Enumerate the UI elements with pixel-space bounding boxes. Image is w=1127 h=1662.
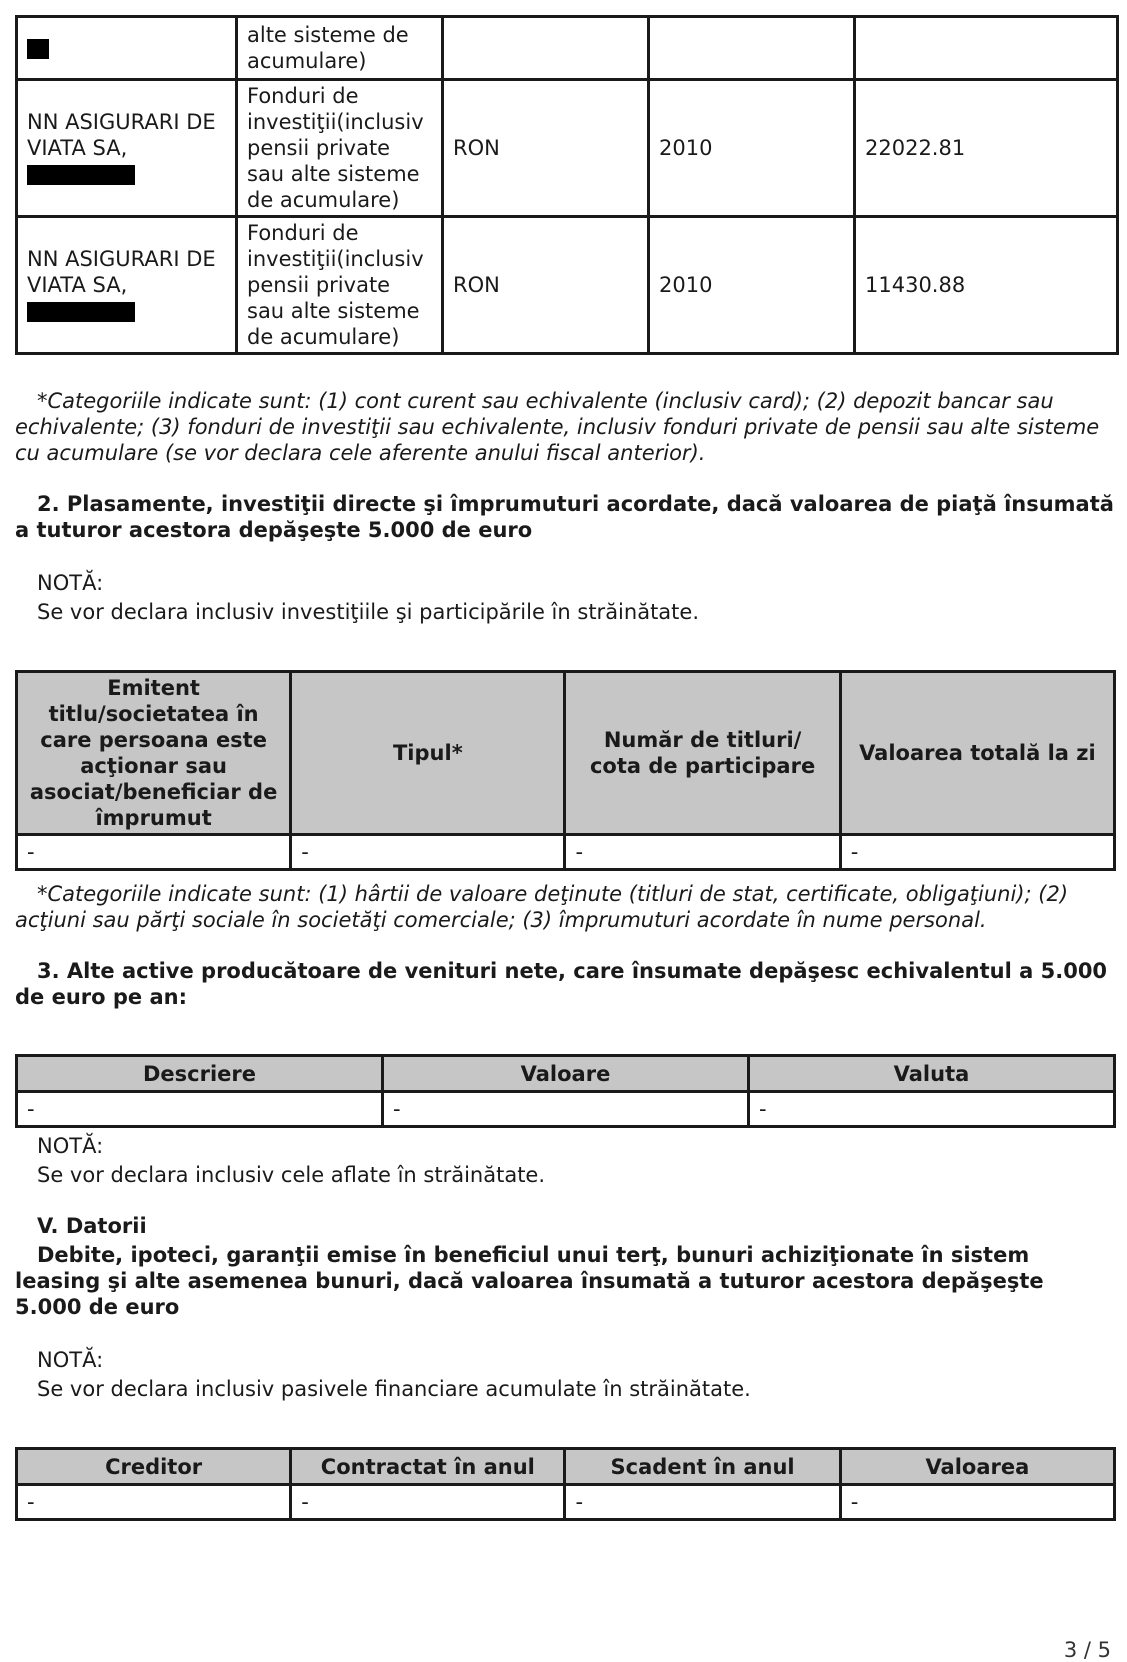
page-number: 3 / 5 [1063, 1638, 1111, 1662]
column-header-creditor: Creditor [17, 1449, 291, 1485]
note-text: Se vor declara inclusiv investiţiile şi participările în străinătate. [37, 600, 700, 624]
year-cell: 2010 [649, 80, 855, 217]
column-header-contracted-year: Contractat în anul [291, 1449, 565, 1485]
column-header-amount: Valoarea [840, 1449, 1114, 1485]
redaction-block [27, 165, 135, 185]
amount-cell: 22022.81 [855, 80, 1118, 217]
note-label: NOTĂ: [37, 1348, 104, 1372]
table-header-row [17, 672, 1115, 835]
institution-cell [17, 17, 237, 80]
table-cell: - [17, 1092, 383, 1127]
table-row [17, 80, 1118, 217]
table-row [17, 17, 1118, 80]
column-header-issuer: Emitent titlu/societatea în care persoana este acţionar sau asociat/beneficiar de împrumut [17, 672, 291, 835]
column-header-description: Descriere [17, 1056, 383, 1092]
year-cell [649, 17, 855, 80]
document-page [15, 15, 1117, 1521]
debts-table [15, 1447, 1116, 1521]
footnote-investments: *Categoriile indicate sunt: (1) hârtii de valoare deţinute (titluri de stat, certificate, obligaţiuni); (2) acţiuni sau părţi sociale în societăţi comerciale; (3) împrumuturi acordate în nume personal. [15, 882, 1069, 932]
institution-name: NN ASIGURARI DE VIATA SA, [27, 247, 216, 297]
redaction-block [27, 302, 135, 322]
table-cell: - [748, 1092, 1114, 1127]
institution-name: NN ASIGURARI DE VIATA SA, [27, 110, 216, 160]
table-row [17, 835, 1115, 870]
column-header-type: Tipul* [291, 672, 565, 835]
note-label: NOTĂ: [37, 571, 104, 595]
currency-cell [443, 17, 649, 80]
table-row [17, 1485, 1115, 1520]
section-3-title: 3. Alte active producătoare de venituri nete, care însumate depăşesc echivalentul a 5.000 de euro pe an: [15, 959, 1108, 1009]
table-cell: - [291, 835, 565, 870]
table-cell: - [840, 835, 1114, 870]
table-cell: - [565, 1485, 840, 1520]
table-cell: - [382, 1092, 748, 1127]
year-cell: 2010 [649, 217, 855, 354]
section-5-title: V. Datorii [37, 1214, 147, 1238]
column-header-value: Valoare [382, 1056, 748, 1092]
table-row [17, 1092, 1115, 1127]
footnote-categories: *Categoriile indicate sunt: (1) cont curent sau echivalente (inclusiv card); (2) depozit bancar sau echivalente; (3) fonduri de investiţii sau echivalente, inclusiv fonduri private de pensii sau alte sisteme cu acumulare (se vor declara cele aferente anului fiscal anterior). [15, 389, 1100, 465]
investments-table [15, 670, 1116, 871]
redaction-block [27, 39, 49, 59]
category-cell: Fonduri de investiţii(inclusiv pensii private sau alte sisteme de acumulare) [237, 80, 443, 217]
table-header-row [17, 1449, 1115, 1485]
table-cell: - [17, 835, 291, 870]
section-5-subtitle: Debite, ipoteci, garanţii emise în beneficiul unui terţ, bunuri achiziţionate în sistem leasing şi alte asemenea bunuri, dacă valoarea însumată a tuturor acestora depăşeşte 5.000 de euro [15, 1243, 1044, 1319]
table-cell: - [565, 835, 840, 870]
category-cell: alte sisteme de acumulare) [237, 17, 443, 80]
amount-cell: 11430.88 [855, 217, 1118, 354]
column-header-currency: Valuta [748, 1056, 1114, 1092]
table-header-row [17, 1056, 1115, 1092]
currency-cell: RON [443, 80, 649, 217]
amount-cell [855, 17, 1118, 80]
table-row [17, 217, 1118, 354]
table-cell: - [17, 1485, 291, 1520]
note-label: NOTĂ: [37, 1134, 104, 1158]
institution-cell [17, 80, 237, 217]
column-header-total-value: Valoarea totală la zi [840, 672, 1114, 835]
section-2-title: 2. Plasamente, investiţii directe şi împrumuturi acordate, dacă valoarea de piaţă însumată a tuturor acestora depăşeşte 5.000 de euro [15, 492, 1114, 542]
column-header-due-year: Scadent în anul [565, 1449, 840, 1485]
institution-cell [17, 217, 237, 354]
note-text: Se vor declara inclusiv pasivele financiare acumulate în străinătate. [37, 1377, 751, 1401]
currency-cell: RON [443, 217, 649, 354]
table-cell: - [291, 1485, 565, 1520]
other-assets-table [15, 1054, 1116, 1128]
category-cell: Fonduri de investiţii(inclusiv pensii private sau alte sisteme de acumulare) [237, 217, 443, 354]
column-header-shares: Număr de titluri/ cota de participare [565, 672, 840, 835]
note-text: Se vor declara inclusiv cele aflate în străinătate. [37, 1163, 546, 1187]
accounts-table [15, 15, 1119, 355]
table-cell: - [840, 1485, 1114, 1520]
